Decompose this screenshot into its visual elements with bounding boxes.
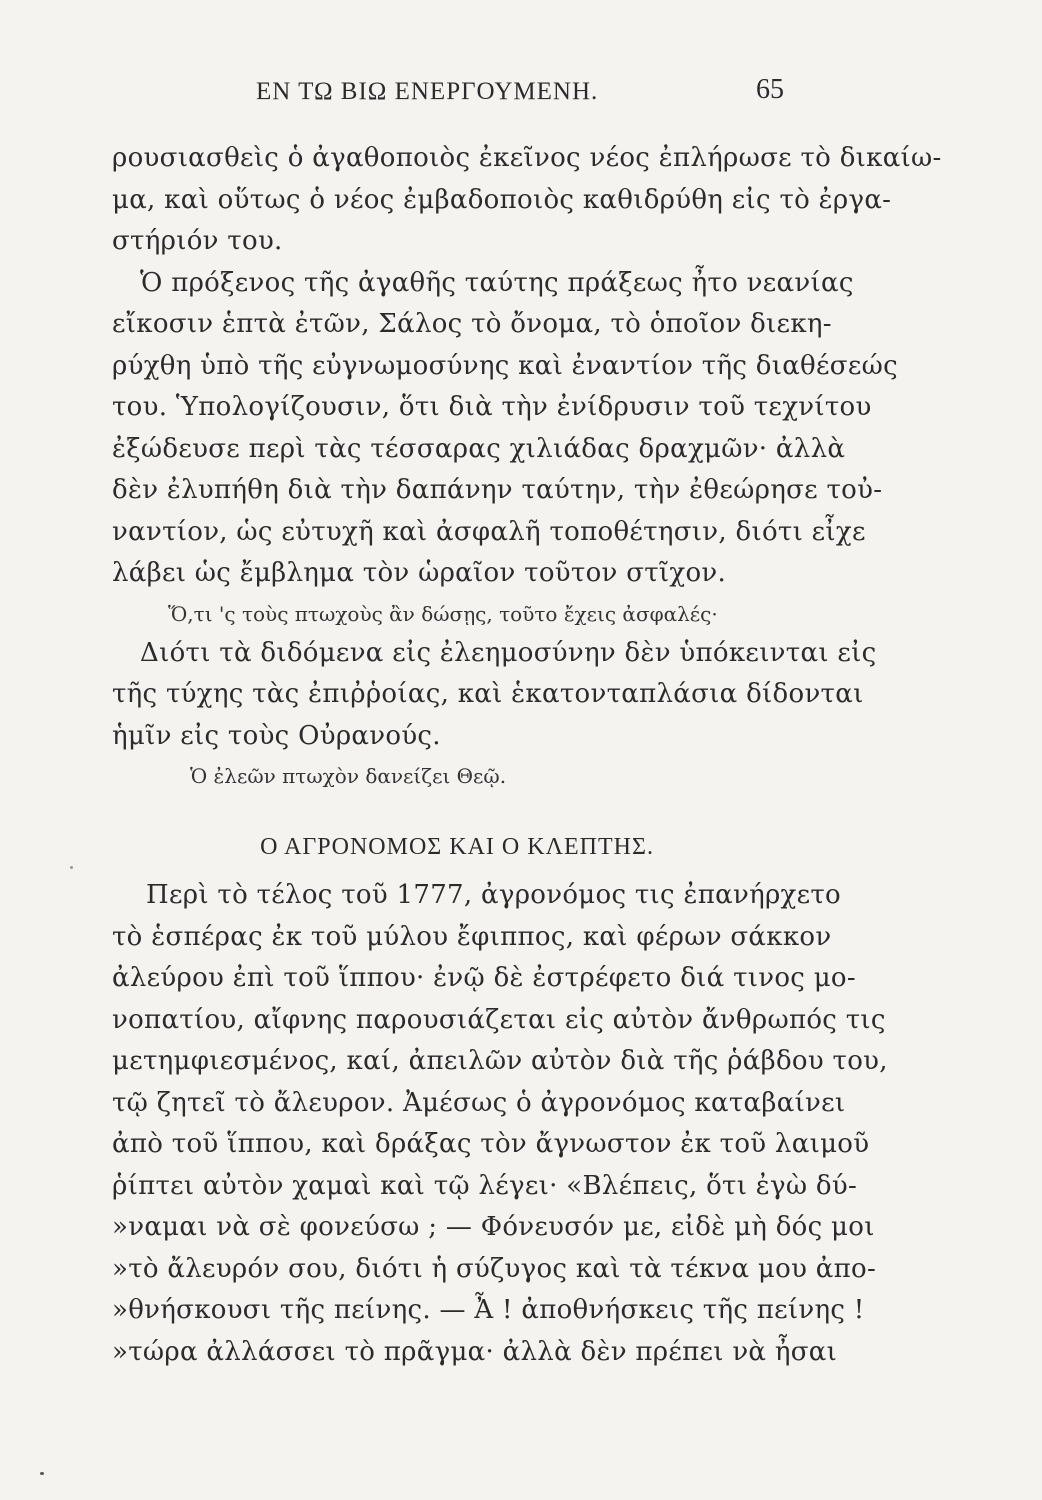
- text-line: Ὁ πρόξενος τῆς ἀγαθῆς ταύτης πράξεως ἦτο νεανίας: [140, 267, 854, 298]
- text-line: ἀπὸ τοῦ ἵππου, καὶ δράξας τὸν ἄγνωστον ἐκ τοῦ λαιμοῦ: [112, 1129, 870, 1159]
- text-line: Διότι τὰ διδόμενα εἰς ἐλεημοσύνην δὲν ὑπόκεινται εἰς: [140, 637, 877, 668]
- verse-quote: Ὅ,τι 'ς τοὺς πτωχοὺς ἂν δώσῃς, τοῦτο ἔχεις ἀσφαλές·: [168, 601, 718, 626]
- text-line: »ναμαι νὰ σὲ φονεύσω ; — Φόνευσόν με, εἰδὲ μὴ δός μοι: [112, 1212, 875, 1242]
- verse-quote: Ὁ ἐλεῶν πτωχὸν δανείζει Θεῷ.: [190, 764, 507, 788]
- text-line: εἴκοσιν ἑπτὰ ἐτῶν, Σάλος τὸ ὄνομα, τὸ ὁποῖον διεκη-: [112, 309, 832, 339]
- text-line: τῆς τύχης τὰς ἐπιῤῥοίας, καὶ ἑκατονταπλάσια δίδονται: [112, 679, 864, 709]
- body-text: [112, 138, 942, 1373]
- text-line: τῷ ζητεῖ τὸ ἄλευρον. Ἀμέσως ὁ ἀγρονόμος καταβαίνει: [112, 1087, 846, 1118]
- text-line: ρουσιασθεὶς ὁ ἀγαθοποιὸς ἐκεῖνος νέος ἐπλήρωσε τὸ δικαίω-: [112, 143, 942, 173]
- text-line: »θνήσκουσι τῆς πείνης. — Ἆ ! ἀποθνήσκεις τῆς πείνης !: [112, 1295, 865, 1325]
- text-line: »τώρα ἀλλάσσει τὸ πρᾶγμα· ἀλλὰ δὲν πρέπει νὰ ἦσαι: [112, 1336, 838, 1367]
- paragraph-1: [112, 138, 942, 263]
- paper-speck: [40, 1472, 44, 1475]
- text-line: του. Ὑπολογίζουσιν, ὅτι διὰ τὴν ἐνίδρυσιν τοῦ τεχνίτου: [112, 392, 872, 422]
- page-number: 65: [756, 74, 784, 105]
- text-line: ῥίπτει αὐτὸν χαμαὶ καὶ τῷ λέγει· «Βλέπεις, ὅτι ἐγὼ δύ-: [112, 1170, 858, 1201]
- text-line: νοπατίου, αἴφνης παρουσιάζεται εἰς αὐτὸν ἄνθρωπός τις: [112, 1004, 886, 1035]
- text-line: ναντίον, ὡς εὐτυχῆ καὶ ἀσφαλῆ τοποθέτησιν, διότι εἶχε: [112, 516, 866, 547]
- text-line: λάβει ὡς ἔμβλημα τὸν ὡραῖον τοῦτον στῖχον.: [112, 558, 727, 588]
- text-line: »τὸ ἄλευρόν σου, διότι ἡ σύζυγος καὶ τὰ τέκνα μου ἀπο-: [112, 1253, 877, 1284]
- running-title: ΕΝ ΤΩ ΒΙΩ ΕΝΕΡΓΟΥΜΕΝΗ.: [256, 78, 599, 105]
- text-line: δὲν ἐλυπήθη διὰ τὴν δαπάνην ταύτην, τὴν ἐθεώρησε τοὐ-: [112, 475, 883, 505]
- text-line: στήριόν του.: [112, 226, 283, 256]
- text-line: μετημφιεσμένος, καί, ἀπειλῶν αὐτὸν διὰ τῆς ῥάβδου του,: [112, 1046, 888, 1076]
- text-line: Περὶ τὸ τέλος τοῦ 1777, ἀγρονόμος τις ἐπανήρχετο: [146, 880, 842, 910]
- paragraph-4: [112, 875, 888, 1373]
- text-line: ἡμῖν εἰς τοὺς Οὐρανούς.: [112, 720, 441, 751]
- paragraph-2: [112, 263, 898, 595]
- paragraph-3: [112, 633, 877, 758]
- text-line: ἐξώδευσε περὶ τὰς τέσσαρας χιλιάδας δραχμῶν· ἀλλὰ: [112, 433, 846, 464]
- text-line: μα, καὶ οὕτως ὁ νέος ἐμβαδοποιὸς καθιδρύθη εἰς τὸ ἐργα-: [112, 184, 892, 215]
- text-line: ρύχθη ὑπὸ τῆς εὐγνωμοσύνης καὶ ἐναντίον τῆς διαθέσεώς: [112, 350, 898, 381]
- section-title: Ο ΑΓΡΟΝΟΜΟΣ ΚΑΙ Ο ΚΛΕΠΤΗΣ.: [260, 834, 654, 860]
- text-line: τὸ ἑσπέρας ἐκ τοῦ μύλου ἔφιππος, καὶ φέρων σάκκον: [112, 921, 832, 952]
- paper-speck: [70, 866, 73, 869]
- text-line: ἀλεύρου ἐπὶ τοῦ ἵππου· ἐνῷ δὲ ἐστρέφετο διά τινος μο-: [112, 963, 856, 993]
